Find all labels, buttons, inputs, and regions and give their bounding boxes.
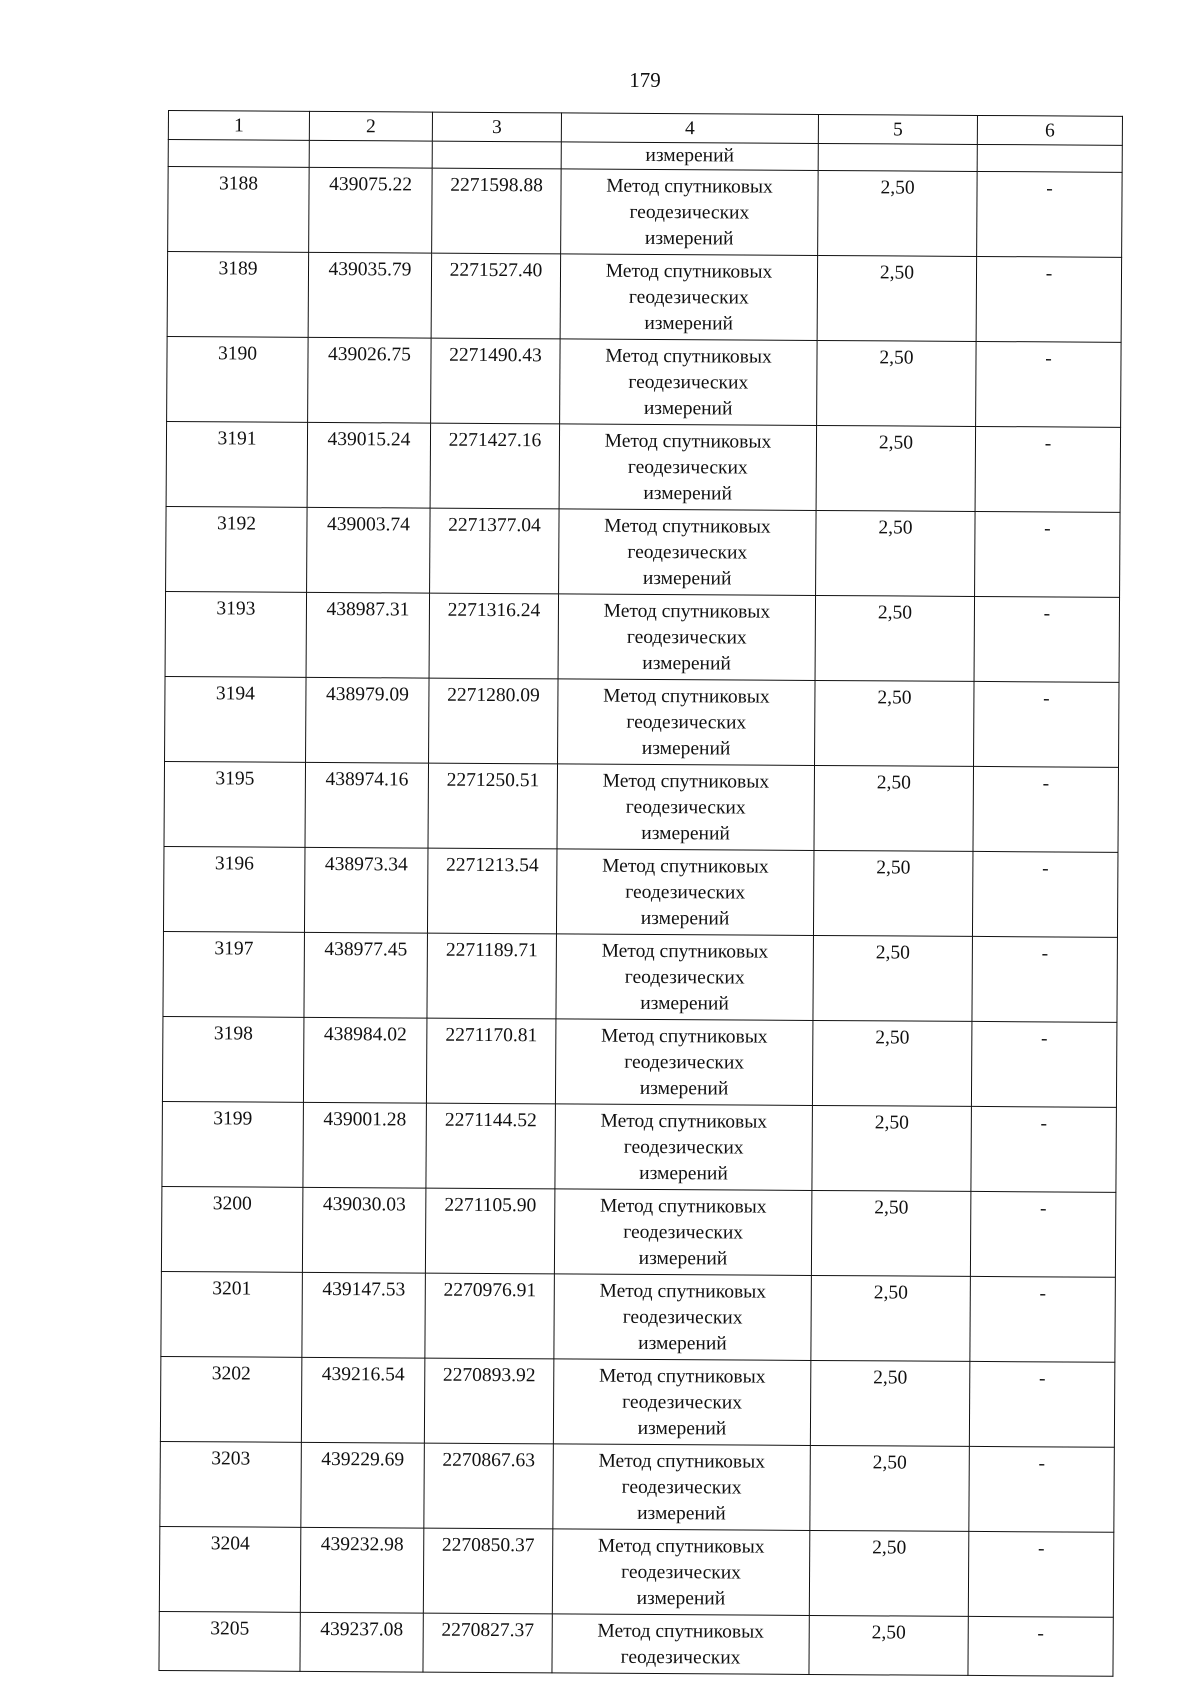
method-line: геодезических (623, 1136, 744, 1159)
x-coordinate-cell: 438974.16 (305, 762, 429, 848)
table-row (160, 1356, 1115, 1447)
method-line: геодезических (623, 1221, 744, 1244)
accuracy-cell: 2,50 (813, 850, 973, 936)
table-cell (977, 144, 1122, 172)
table-row (163, 931, 1118, 1022)
y-coordinate-cell: 2271105.90 (425, 1188, 555, 1274)
method-line: измерений (640, 992, 729, 1015)
accuracy-cell: 2,50 (815, 595, 975, 681)
note-cell: - (972, 851, 1118, 937)
point-number-cell: 3199 (162, 1101, 304, 1187)
method-line: измерений (638, 1332, 727, 1355)
method-line: Метод спутниковых (603, 600, 771, 623)
point-number-cell: 3193 (165, 591, 307, 677)
method-line: измерений (642, 567, 732, 590)
method-line: Метод спутниковых (605, 345, 772, 368)
method-line: Метод спутниковых (606, 175, 773, 198)
x-coordinate-cell: 439026.75 (308, 337, 432, 423)
method-line: геодезических (620, 1646, 741, 1669)
table-row (167, 336, 1122, 427)
method-line: геодезических (628, 286, 749, 309)
method-line: Метод спутниковых (601, 940, 769, 963)
method-line: Метод спутниковых (603, 685, 770, 708)
note-cell: - (977, 171, 1123, 257)
method-cell (554, 1274, 812, 1361)
table-row (166, 421, 1121, 512)
table-row (165, 591, 1120, 682)
note-cell: - (974, 596, 1120, 682)
point-number-cell: 3191 (166, 421, 308, 507)
method-cell (560, 254, 818, 341)
accuracy-cell: 2,50 (812, 1105, 972, 1191)
x-coordinate-cell: 438973.34 (304, 847, 428, 933)
table-row (166, 506, 1121, 597)
table-cell (168, 140, 309, 168)
accuracy-cell: 2,50 (809, 1530, 969, 1616)
method-line: геодезических (624, 966, 745, 989)
page-number: 179 (629, 68, 661, 92)
point-number-cell: 3188 (168, 167, 310, 253)
y-coordinate-cell: 2271427.16 (430, 423, 560, 509)
point-number-cell: 3202 (160, 1356, 302, 1442)
y-coordinate-cell: 2270867.63 (424, 1443, 554, 1529)
method-line: геодезических (628, 371, 749, 394)
method-line: измерений (637, 1502, 726, 1525)
method-cell (553, 1444, 811, 1531)
x-coordinate-cell: 438979.09 (306, 677, 430, 763)
method-line: измерений (644, 227, 734, 250)
y-coordinate-cell: 2271170.81 (426, 1018, 556, 1104)
accuracy-cell: 2,50 (814, 765, 974, 851)
method-line: геодезических (622, 1306, 743, 1329)
note-cell: - (968, 1616, 1113, 1676)
table-row (159, 1611, 1113, 1676)
y-coordinate-cell: 2270850.37 (423, 1528, 553, 1614)
x-coordinate-cell: 439229.69 (301, 1442, 425, 1528)
column-header: 5 (818, 114, 977, 144)
x-coordinate-cell: 438987.31 (306, 592, 430, 678)
point-number-cell: 3198 (162, 1016, 304, 1102)
x-coordinate-cell: 439237.08 (300, 1612, 423, 1672)
x-coordinate-cell: 438984.02 (303, 1017, 427, 1103)
y-coordinate-cell: 2271144.52 (426, 1103, 556, 1189)
accuracy-cell: 2,50 (817, 255, 977, 341)
method-line: геодезических (627, 456, 748, 479)
note-cell: - (971, 1106, 1117, 1192)
method-line: измерений (639, 1162, 728, 1185)
method-cell (552, 1614, 809, 1675)
x-coordinate-cell: 439075.22 (309, 167, 433, 253)
note-cell: - (974, 681, 1120, 767)
method-line: Метод спутниковых (598, 1365, 766, 1388)
point-number-cell: 3195 (164, 761, 306, 847)
method-line: Метод спутниковых (602, 855, 769, 878)
method-line: геодезических (629, 201, 750, 224)
coordinates-table (158, 110, 1123, 1677)
y-coordinate-cell: 2271527.40 (431, 253, 561, 339)
note-cell: - (975, 511, 1121, 597)
method-line: измерений (639, 1077, 729, 1100)
method-cell (559, 509, 817, 596)
x-coordinate-cell: 438977.45 (304, 932, 428, 1018)
point-number-cell: 3204 (159, 1526, 301, 1612)
point-number-cell: 3197 (163, 931, 305, 1017)
y-coordinate-cell: 2270827.37 (423, 1613, 552, 1673)
y-coordinate-cell: 2271213.54 (427, 848, 557, 934)
x-coordinate-cell: 439216.54 (301, 1357, 425, 1443)
table-row (168, 167, 1123, 258)
column-header: 2 (309, 111, 432, 141)
y-coordinate-cell: 2271316.24 (429, 593, 559, 679)
method-line: геодезических (627, 541, 748, 564)
method-line: измерений (642, 652, 731, 675)
note-cell: - (975, 426, 1121, 512)
y-coordinate-cell: 2271250.51 (428, 763, 558, 849)
table-cell (432, 141, 561, 169)
method-line: геодезических (621, 1561, 742, 1584)
method-line: Метод спутниковых (601, 1025, 768, 1048)
table-row (165, 676, 1120, 767)
note-cell: - (968, 1531, 1114, 1617)
accuracy-cell: 2,50 (817, 340, 977, 426)
column-header: 1 (168, 111, 309, 141)
x-coordinate-cell: 439003.74 (307, 507, 431, 593)
table-cell (309, 140, 432, 168)
table-row (159, 1526, 1114, 1617)
accuracy-cell: 2,50 (809, 1615, 968, 1675)
method-cell (556, 934, 814, 1021)
note-cell: - (970, 1191, 1116, 1277)
note-cell: - (969, 1361, 1115, 1447)
method-line: измерений (637, 1417, 727, 1440)
point-number-cell: 3189 (167, 252, 309, 338)
method-cell (556, 849, 814, 936)
table-row (161, 1186, 1116, 1277)
accuracy-cell: 2,50 (811, 1275, 971, 1361)
note-cell: - (972, 936, 1118, 1022)
method-line: геодезических (625, 796, 746, 819)
table-row (164, 761, 1119, 852)
method-cell (558, 679, 816, 766)
method-line: Метод спутниковых (599, 1280, 767, 1303)
method-line: геодезических (624, 1051, 745, 1074)
table-row (162, 1101, 1117, 1192)
point-number-cell: 3190 (167, 336, 309, 422)
method-line: Метод спутниковых (600, 1110, 768, 1133)
column-header: 3 (432, 112, 561, 142)
point-number-cell: 3196 (163, 846, 305, 932)
method-cell (560, 339, 818, 426)
column-header: 4 (561, 113, 818, 144)
table-row (162, 1016, 1117, 1107)
table-row (167, 252, 1122, 343)
table-row (160, 1441, 1115, 1532)
method-cell (558, 594, 816, 681)
point-number-cell: 3200 (161, 1186, 303, 1272)
accuracy-cell: 2,50 (816, 425, 976, 511)
method-line: Метод спутниковых (599, 1195, 767, 1218)
method-line: геодезических (625, 881, 746, 904)
method-line: измерений (643, 482, 733, 505)
method-cell (553, 1359, 811, 1446)
note-cell: - (976, 256, 1122, 342)
y-coordinate-cell: 2271280.09 (429, 678, 559, 764)
method-cell (554, 1189, 812, 1276)
method-line: измерений (638, 1247, 728, 1270)
point-number-cell: 3203 (160, 1441, 302, 1527)
method-line: измерений (643, 397, 733, 420)
accuracy-cell: 2,50 (816, 510, 976, 596)
method-line: измерений (644, 312, 734, 335)
method-cell (555, 1104, 813, 1191)
table-cell (818, 143, 977, 171)
method-line: измерений (641, 822, 730, 845)
x-coordinate-cell: 439035.79 (308, 252, 432, 338)
method-cell (552, 1529, 810, 1616)
accuracy-cell: 2,50 (813, 935, 973, 1021)
x-coordinate-cell: 439147.53 (302, 1272, 426, 1358)
note-cell: - (971, 1021, 1117, 1107)
y-coordinate-cell: 2271189.71 (427, 933, 557, 1019)
x-coordinate-cell: 439232.98 (300, 1527, 424, 1613)
note-cell: - (976, 341, 1122, 427)
method-line: геодезических (626, 626, 747, 649)
method-line: Метод спутниковых (605, 260, 773, 283)
note-cell: - (973, 766, 1119, 852)
method-line: измерений (636, 1587, 726, 1610)
table-row (163, 846, 1118, 937)
method-cell (557, 764, 815, 851)
continuation-cell: измерений (561, 142, 818, 171)
method-line: Метод спутниковых (598, 1450, 766, 1473)
x-coordinate-cell: 439001.28 (303, 1102, 427, 1188)
accuracy-cell: 2,50 (810, 1360, 970, 1446)
x-coordinate-cell: 439015.24 (307, 422, 431, 508)
method-line: геодезических (626, 711, 747, 734)
method-line: геодезических (621, 1476, 742, 1499)
method-cell (555, 1019, 813, 1106)
method-line: Метод спутниковых (604, 430, 772, 453)
x-coordinate-cell: 439030.03 (302, 1187, 426, 1273)
method-cell (559, 424, 817, 511)
method-line: геодезических (622, 1391, 743, 1414)
accuracy-cell: 2,50 (812, 1020, 972, 1106)
point-number-cell: 3192 (166, 506, 308, 592)
column-header: 6 (977, 115, 1122, 145)
y-coordinate-cell: 2271377.04 (430, 508, 560, 594)
y-coordinate-cell: 2271598.88 (432, 168, 562, 254)
accuracy-cell: 2,50 (818, 170, 978, 256)
method-line: Метод спутниковых (597, 1535, 765, 1558)
y-coordinate-cell: 2270976.91 (425, 1273, 555, 1359)
method-line: измерений (640, 907, 730, 930)
point-number-cell: 3205 (159, 1611, 300, 1671)
table-row (161, 1271, 1116, 1362)
y-coordinate-cell: 2271490.43 (431, 338, 561, 424)
point-number-cell: 3194 (165, 676, 307, 762)
method-line: Метод спутниковых (604, 515, 771, 538)
method-cell (561, 169, 819, 256)
note-cell: - (969, 1446, 1115, 1532)
method-line: измерений (641, 737, 731, 760)
method-line: Метод спутниковых (602, 770, 770, 793)
y-coordinate-cell: 2270893.92 (424, 1358, 554, 1444)
note-cell: - (970, 1276, 1116, 1362)
accuracy-cell: 2,50 (810, 1445, 970, 1531)
method-line: Метод спутниковых (597, 1620, 765, 1643)
accuracy-cell: 2,50 (811, 1190, 971, 1276)
point-number-cell: 3201 (161, 1271, 303, 1357)
accuracy-cell: 2,50 (815, 680, 975, 766)
